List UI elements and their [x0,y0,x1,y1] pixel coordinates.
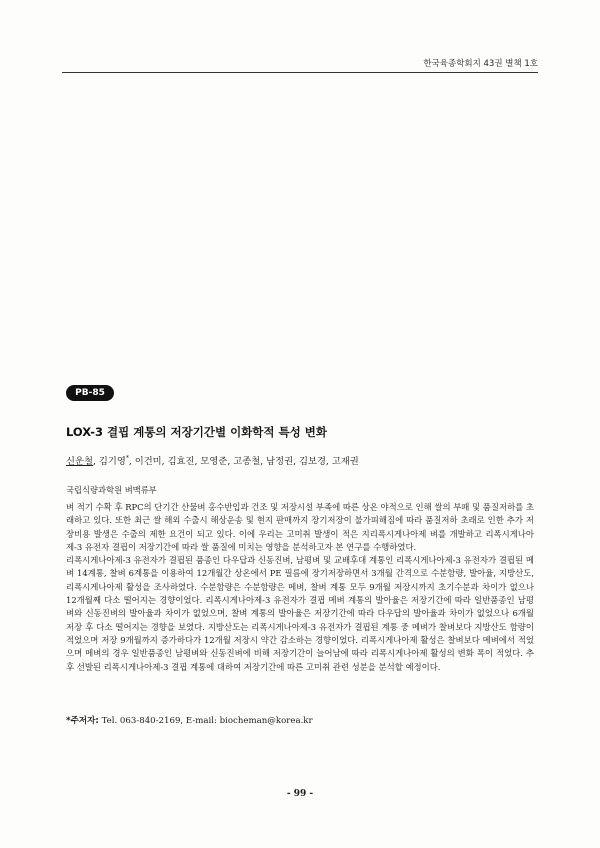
abstract-paragraph-2: 리폭시게나아제-3 유전자가 결핍된 품종인 다우답과 신동진벼, 남평벼 및 교배후대 계통인 리폭시게나아제-3 유전자가 결핍된 메벼 14계통, 찰벼 6계통을 이용하여 12개월간 상온에서 PE 필름에 장기저장하면서 3개월 간격으로 수분함량, 발아율, 지방산도, 리폭시게나아제 활성을 조사하였다. 수분함량은 수분함량은 메벼, 찰벼 계통 모두 9개월 저장시까지 초기수분과 차이가 없으나 12개월째 다소 떨어지는 경향이었다. 리폭시게나아제-3 유전자가 결핍 메벼 계통의 발아율은 저장기간에 따라 일반품종인 남평벼와 신동진벼의 발아율과 차이가 없었으며, 찰벼 계통의 발아율은 저장기간에 따라 다우답의 발아율과 차이가 없었으나 6개월 저장 후 다소 떨어지는 경향을 보였다. 지방산도는 리폭시게나아제-3 유전자가 결핍된 계통 중 메벼가 찰벼보다 지방산도 함량이 적었으며 저장 9개월까지 증가하다가 12개월 저장시 약간 감소하는 경향이었다. 리폭시게나아제 활성은 찰벼보다 메벼에서 적었으며 메벼의 경우 일반품종인 남평벼와 신동진벼에 비해 저장기간이 늘어남에 따라 리폭시게나아제 활성의 변화 폭이 적었다. 추후 선발된 리폭시게나아제-3 결핍 계통에 대하여 저장기간에 따른 고미취 관련 성분을 분석할 예정이다. [66,555,534,672]
abstract-paragraph-1: 벼 적기 수확 후 RPC의 단기간 산물벼 홍수반입과 건조 및 저장시설 부족에 따른 상온 야적으로 인해 쌀의 부패 및 품질저하를 초래하고 있다. 또한 최근 쌀 해외 수출시 해상운송 및 현지 판매까지 장기저장이 불가피해짐에 따라 품질저하 초래로 인한 추가 저장비용 발생은 수출의 제한 요건이 되고 있다. 이에 우리는 고미취 발생이 적은 지리폭시게나아제 벼를 개발하고 리폭시게나아제-3 유전자 결핍이 저장기간에 따라 쌀 품질에 미치는 영향을 분석하고자 본 연구를 수행하였다. [66,502,535,552]
corresponding-mark: * [125,454,129,462]
header-divider [62,72,538,73]
page-number: - 99 - [286,789,314,799]
affiliation: 국립식량과학원 벼맥류부 [66,485,157,495]
author-list [66,453,359,467]
corresponding-author: , 김기영 [92,456,126,467]
contact-label: *주저자: [66,716,99,726]
abstract-body [66,501,534,674]
contact-info [66,714,313,726]
first-author: 신운철 [66,456,93,467]
contact-details: Tel. 063-840-2169, E-mail: biocheman@korea.kr [98,716,313,726]
co-authors: , 이건미, 김효진, 모영준, 고종철, 남정권, 김보경, 고재권 [128,456,359,467]
journal-header: 한국육종학회지 43권 별책 1호 [423,59,538,69]
poster-id-badge: PB-85 [66,385,114,401]
paper-title: LOX-3 결핍 계통의 저장기간별 이화학적 특성 변화 [66,425,327,439]
